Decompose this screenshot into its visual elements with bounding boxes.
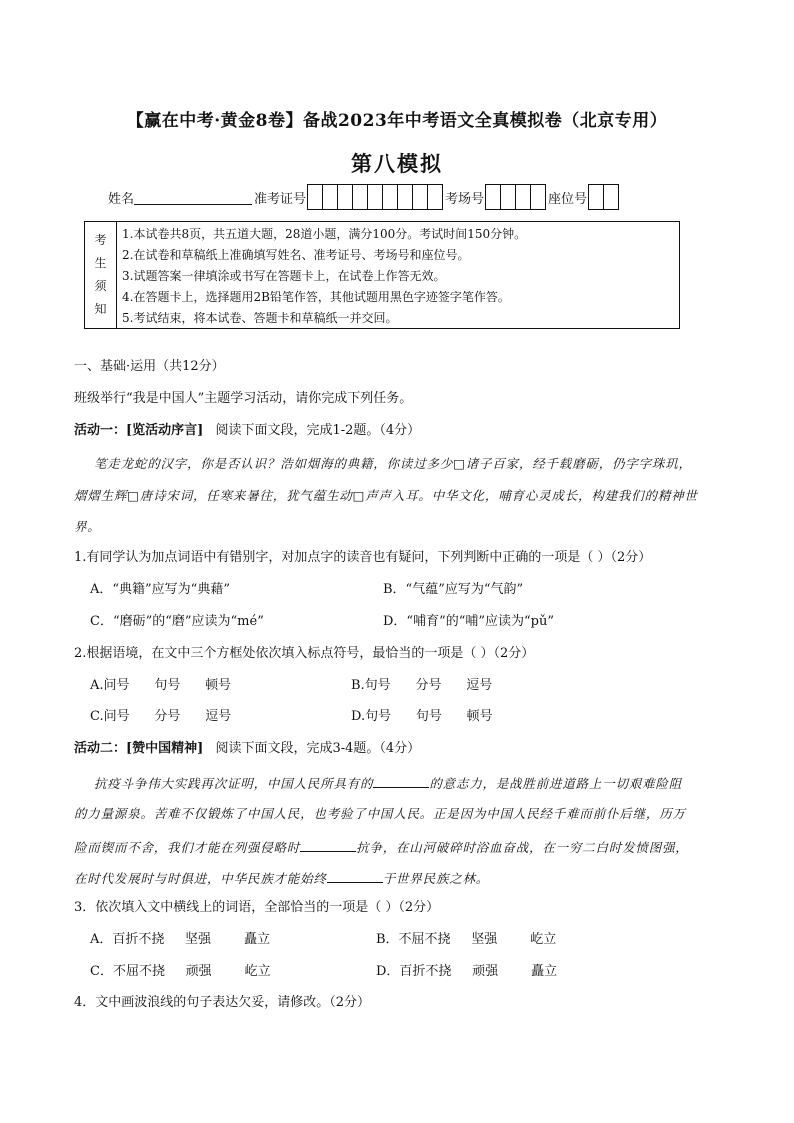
question-2-stem: 2.根据语境，在文中三个方框处依次填入标点符号，最恰当的一项是（ ）（2分） (74, 646, 535, 661)
activity2-heading (74, 741, 420, 757)
seat-label: 座位号 (548, 191, 588, 207)
notice-item: 5.考试结束，将本试卷、答题卡和草稿纸一并交回。 (122, 311, 398, 325)
passage2-line: 的力量源泉。苦难不仅锻炼了中国人民，也考验了中国人民。正是因为中国人民经千难而前仆后继，历万 (74, 806, 686, 821)
exam-id-box[interactable] (322, 184, 338, 210)
q2-option-b[interactable]: B.句号 分号 逗号 (351, 678, 493, 693)
room-box[interactable] (515, 184, 531, 210)
passage2-line (74, 869, 489, 887)
notice-head-char: 知 (94, 302, 107, 316)
room-label: 考场号 (445, 191, 485, 207)
activity1-label: 活动一：[览活动序言] (74, 423, 204, 438)
q1-option-b[interactable]: B．“气蕴”应写为“气韵” (383, 582, 524, 597)
passage2-text: 险而锲而不舍，我们才能在列强侵略时 (74, 840, 301, 855)
notice-item: 4.在答题卡上，选择题用2B铅笔作答，其他试题用黑色字迹签字笔作答。 (122, 290, 510, 304)
exam-id-box[interactable] (382, 184, 398, 210)
exam-id-label: 准考证号 (254, 191, 307, 207)
question-1-stem: 1.有同学认为加点词语中有错别字，对加点字的读音也有疑问，下列判断中正确的一项是（ ）（2分） (74, 550, 652, 565)
exam-id-box[interactable] (352, 184, 368, 210)
q1-option-d[interactable]: D．“哺育”的“哺”应读为“pǔ” (383, 614, 554, 629)
notice-heading (85, 222, 117, 328)
notice-head-char: 考 (94, 233, 107, 247)
fill-blank-2[interactable] (300, 838, 356, 852)
name-field[interactable] (134, 190, 252, 205)
section-intro: 班级举行“我是中国人”主题学习活动，请你完成下列任务。 (74, 391, 413, 406)
passage2-line (74, 838, 689, 856)
passage1-line: 熠熠生辉□唐诗宋词，任寒来暑往，犹气蕴生动□声声入耳。中华文化，哺育心灵成长，构建我们的精神世 (74, 488, 698, 503)
passage2-text: 于世界民族之林。 (382, 871, 490, 886)
passage2-text: 抗争，在山河破碎时浴血奋战，在一穷二白时发愤图强， (356, 840, 689, 855)
q1-option-c[interactable]: C．“磨砺”的“磨”应读为“mé” (90, 614, 264, 629)
name-label: 姓名 (108, 191, 135, 207)
exam-subtitle: 第八模拟 (351, 151, 443, 176)
passage1-line: 笔走龙蛇的汉字，你是否认识？浩如烟海的典籍，你读过多少□诸子百家，经千载磨砺，仍字字珠玑， (94, 456, 692, 471)
exam-id-box[interactable] (412, 184, 428, 210)
exam-id-box[interactable] (427, 184, 443, 210)
question-3-stem: 3．依次填入文中横线上的词语，全部恰当的一项是（ ）（2分） (74, 900, 440, 915)
q1-option-a[interactable]: A．“典籍”应写为“典藉” (90, 582, 230, 597)
exam-id-box[interactable] (337, 184, 353, 210)
activity1-heading (74, 423, 420, 439)
seat-boxes[interactable] (589, 184, 619, 210)
candidate-info-row (108, 183, 621, 211)
q2-option-d[interactable]: D.句号 句号 顿号 (351, 709, 493, 724)
passage2-text: 的意志力，是战胜前进道路上一切艰难险阻 (429, 776, 683, 791)
exam-id-box[interactable] (367, 184, 383, 210)
notice-item: 3.试题答案一律填涂或书写在答题卡上，在试卷上作答无效。 (122, 269, 446, 283)
activity1-instruction: 阅读下面文段，完成1-2题。（4分） (215, 423, 421, 438)
room-box[interactable] (500, 184, 516, 210)
notice-head-char: 须 (94, 279, 107, 293)
q2-option-a[interactable]: A.问号 句号 顿号 (90, 678, 232, 693)
fill-blank-1[interactable] (373, 774, 429, 788)
seat-box[interactable] (588, 184, 604, 210)
section-heading: 一、基础·运用（共12分） (74, 359, 225, 374)
passage1-line: 界。 (74, 519, 101, 534)
activity2-label: 活动二：[赞中国精神] (74, 741, 204, 756)
notice-list (117, 222, 526, 328)
candidate-notice-box (84, 221, 680, 329)
exam-id-box[interactable] (307, 184, 323, 210)
notice-head-char: 生 (94, 256, 107, 270)
room-box[interactable] (530, 184, 546, 210)
exam-id-boxes[interactable] (308, 184, 443, 210)
room-box[interactable] (485, 184, 501, 210)
q3-option-b[interactable]: B．不屈不挠 坚强 屹立 (376, 932, 557, 947)
notice-item: 2.在试卷和草稿纸上准确填写姓名、准考证号、考场号和座位号。 (122, 248, 470, 262)
exam-id-box[interactable] (397, 184, 413, 210)
seat-box[interactable] (603, 184, 619, 210)
passage2-text: 抗疫斗争伟大实践再次证明，中国人民所具有的 (94, 776, 374, 791)
passage2-line (94, 774, 682, 792)
q3-option-a[interactable]: A．百折不挠 坚强 矗立 (90, 932, 271, 947)
activity2-instruction: 阅读下面文段，完成3-4题。（4分） (215, 741, 421, 756)
q3-option-d[interactable]: D．百折不挠 顽强 矗立 (376, 964, 558, 979)
q2-option-c[interactable]: C.问号 分号 逗号 (90, 709, 232, 724)
fill-blank-3[interactable] (327, 869, 383, 883)
exam-title: 【赢在中考·黄金8卷】备战2023年中考语文全真模拟卷（北京专用） (126, 111, 668, 131)
q3-option-c[interactable]: C．不屈不挠 顽强 屹立 (90, 964, 271, 979)
room-boxes[interactable] (486, 184, 546, 210)
question-4-stem: 4．文中画波浪线的句子表达欠妥，请修改。（2分） (74, 995, 371, 1010)
passage2-text: 在时代发展时与时俱进，中华民族才能始终 (74, 871, 327, 886)
notice-item: 1.本试卷共8页，共五道大题，28道小题，满分100分。考试时间150分钟。 (122, 227, 527, 241)
